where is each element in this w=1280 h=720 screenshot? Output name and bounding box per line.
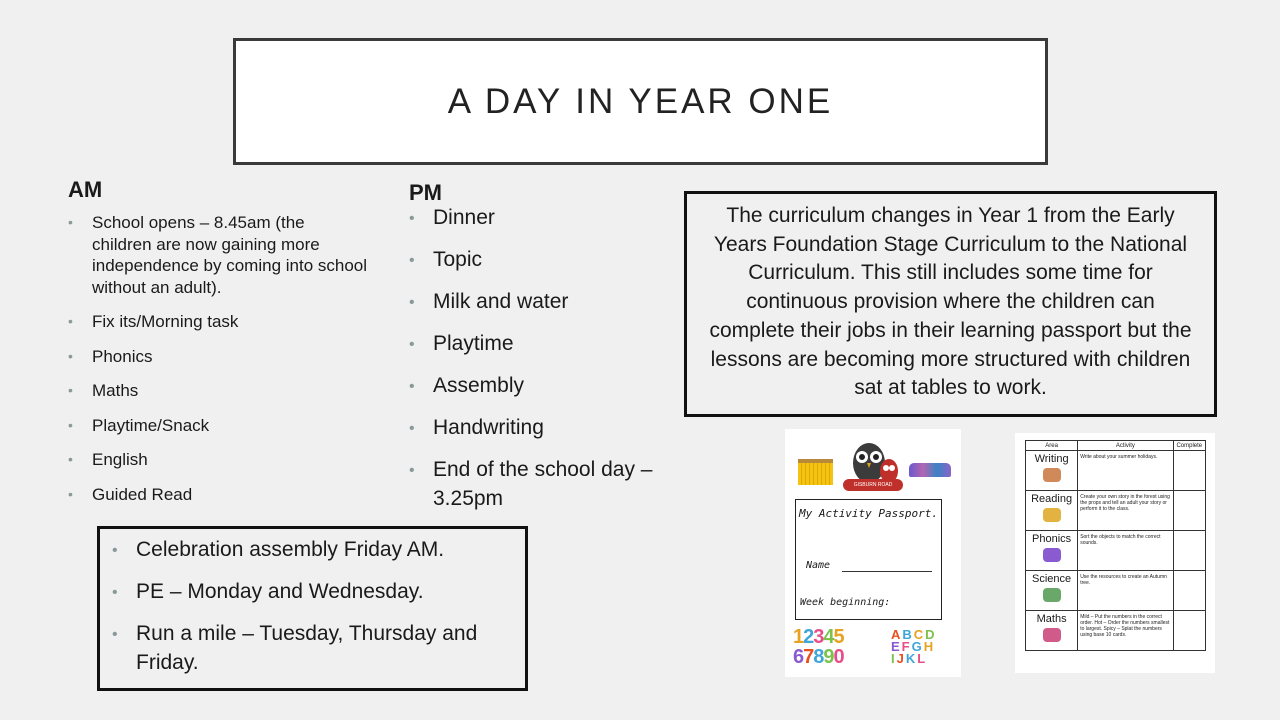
weekly-event-item: • PE – Monday and Wednesday. <box>112 577 512 606</box>
complete-cell <box>1173 571 1205 611</box>
am-item: • English <box>68 449 368 471</box>
am-item: • Playtime/Snack <box>68 415 368 437</box>
colorful-letters: ABCD EFGH IJKL <box>891 627 937 666</box>
area-name: Phonics <box>1032 533 1072 545</box>
table-row <box>1026 531 1206 571</box>
crystals-icon <box>909 463 951 477</box>
am-item: • Fix its/Morning task <box>68 311 368 333</box>
weekly-events-box <box>97 526 528 691</box>
activity-table <box>1025 440 1206 651</box>
area-name: Writing <box>1034 453 1069 465</box>
weekly-event-item: • Celebration assembly Friday AM. <box>112 535 512 564</box>
am-list <box>68 212 368 518</box>
am-item: • Guided Read <box>68 484 368 506</box>
area-name: Science <box>1032 573 1072 585</box>
area-name: Maths <box>1036 613 1067 625</box>
table-header-complete: Complete <box>1173 441 1205 451</box>
complete-cell <box>1173 611 1205 651</box>
pm-item: • Assembly <box>409 371 679 400</box>
pm-item: • Playtime <box>409 329 679 358</box>
complete-cell <box>1173 531 1205 571</box>
passport-frame <box>795 499 942 620</box>
am-item: • School opens – 8.45am (the children are now gaining more independence by coming into school without an adult). <box>68 212 368 298</box>
activity-text: Create your own story in the forest using the props and tell an adult your story or perform it to the class. <box>1080 494 1170 512</box>
weekly-events-list <box>112 535 512 690</box>
weekly-event-item: • Run a mile – Tuesday, Thursday and Friday. <box>112 619 512 677</box>
title-box <box>233 38 1048 165</box>
pm-item: • Topic <box>409 245 679 274</box>
name-line <box>842 571 932 572</box>
pm-item: • Handwriting <box>409 413 679 442</box>
table-row <box>1026 451 1206 491</box>
reading-children-icon <box>1043 508 1061 522</box>
table-row <box>1026 571 1206 611</box>
table-row <box>1026 611 1206 651</box>
area-name: Reading <box>1031 493 1073 505</box>
activity-table-image <box>1015 433 1215 673</box>
complete-cell <box>1173 451 1205 491</box>
pm-item: • End of the school day – 3.25pm <box>409 455 679 513</box>
science-children-icon <box>1043 588 1061 602</box>
maths-child-icon <box>1043 628 1061 642</box>
activity-text: Sort the objects to match the correct sounds. <box>1080 534 1161 546</box>
slide-title: A DAY IN YEAR ONE <box>447 81 834 121</box>
phonics-letters-icon <box>1043 548 1061 562</box>
pm-item: • Milk and water <box>409 287 679 316</box>
activity-text: Use the resources to create an Autumn tree. <box>1080 574 1167 586</box>
activity-passport-image <box>785 429 961 677</box>
pm-item: • Dinner <box>409 203 679 232</box>
am-item: • Maths <box>68 380 368 402</box>
pm-heading: PM <box>409 180 442 205</box>
table-header-activity: Activity <box>1078 441 1173 451</box>
name-label: Name <box>806 560 831 571</box>
am-heading: AM <box>68 177 103 202</box>
pm-list <box>409 203 679 526</box>
activity-text: Mild – Put the numbers in the correct order. Hot – Order the numbers smallest to largest. Spicy – Splat the numbers using base 10 cards. <box>1080 614 1170 638</box>
curriculum-box <box>684 191 1217 417</box>
table-row <box>1026 491 1206 531</box>
complete-cell <box>1173 491 1205 531</box>
am-item: • Phonics <box>68 346 368 368</box>
school-logo-banner: GISBURN ROAD <box>843 479 903 491</box>
table-header-area: Area <box>1026 441 1078 451</box>
week-beginning-label: Week beginning: <box>800 597 891 608</box>
writing-child-icon <box>1043 468 1061 482</box>
colorful-numbers: 12345 67890 <box>793 626 844 668</box>
curriculum-text: The curriculum changes in Year 1 from the Early Years Foundation Stage Curriculum to the National Curriculum. This still includes some time for continuous provision where the children can complete their jobs in their learning passport but the lessons are becoming more structured with children sat at tables to work. <box>709 204 1192 400</box>
pencils-icon <box>798 459 833 485</box>
activity-text: Write about your summer holidays. <box>1080 454 1158 460</box>
passport-title: My Activity Passport. <box>798 507 939 520</box>
